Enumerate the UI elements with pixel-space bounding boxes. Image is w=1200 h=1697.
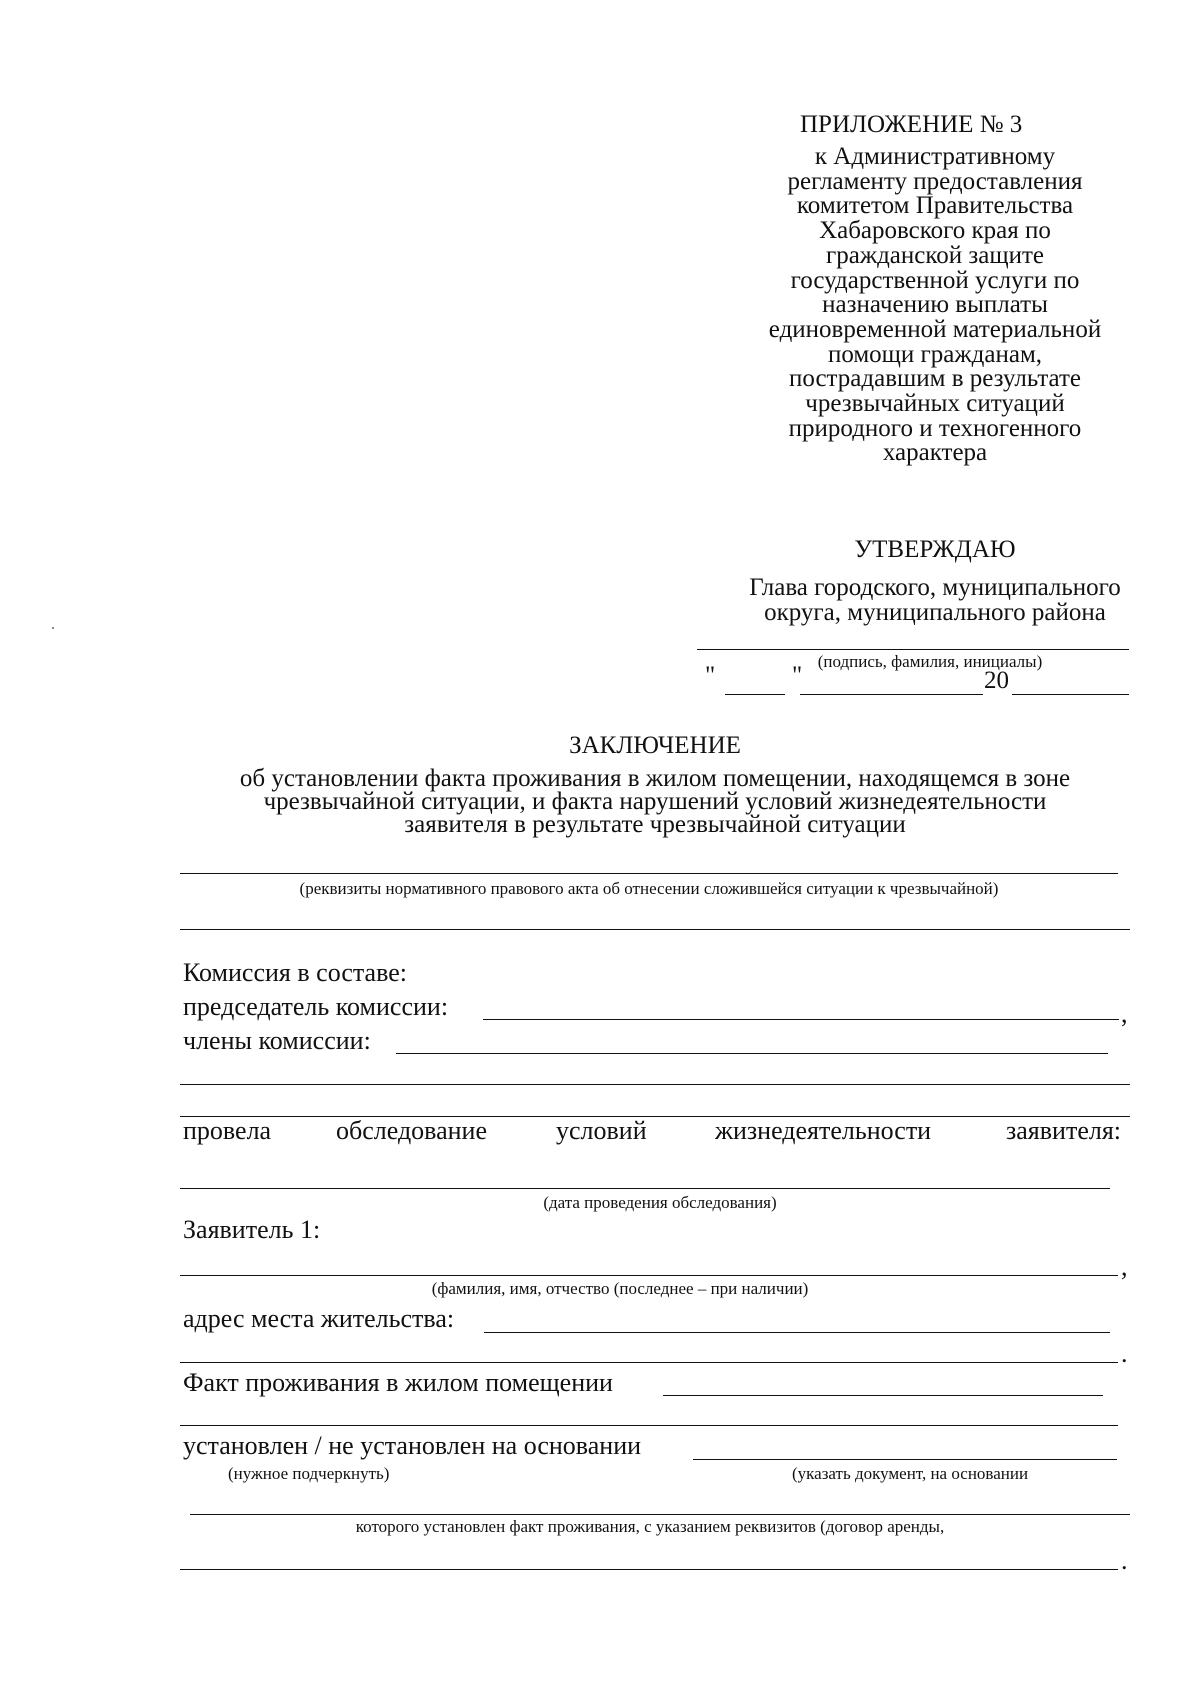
residence-fact-line bbox=[663, 1395, 1103, 1396]
chairman-field-line bbox=[483, 1019, 1119, 1020]
date-day-line bbox=[725, 694, 785, 695]
date-quote-open: " bbox=[705, 662, 716, 689]
residence-document-hint: (указать документ, на основании bbox=[792, 1464, 1029, 1483]
survey-word: условий bbox=[556, 1116, 647, 1145]
approval-position-line: Глава городского, муниципального bbox=[749, 574, 1121, 601]
applicant-address-line bbox=[484, 1332, 1110, 1333]
appendix-line: гражданской защите bbox=[825, 241, 1045, 269]
applicant-name-line bbox=[180, 1275, 1118, 1276]
applicant-label: Заявитель 1: bbox=[183, 1215, 321, 1244]
appendix-line: назначению выплаты bbox=[822, 291, 1048, 319]
date-year-prefix: 20 bbox=[984, 667, 1009, 694]
commission-members-label: члены комиссии: bbox=[183, 1026, 371, 1055]
document-title: ЗАКЛЮЧЕНИЕ bbox=[569, 732, 741, 759]
appendix-line: комитетом Правительства bbox=[796, 192, 1074, 220]
residence-basis-line bbox=[693, 1459, 1117, 1460]
date-year-line bbox=[1012, 694, 1129, 695]
subtitle-line: заявителя в результате чрезвычайной ситуации bbox=[404, 811, 906, 838]
document-subtitle bbox=[175, 767, 1135, 836]
appendix-line: государственной услуги по bbox=[790, 266, 1080, 294]
residence-basis-line-3 bbox=[180, 1569, 1118, 1570]
subtitle-line: чрезвычайной ситуации, и факта нарушений условий жизнедеятельности bbox=[263, 788, 1047, 815]
survey-word: провела bbox=[183, 1116, 272, 1145]
residence-underline-hint: (нужное подчеркнуть) bbox=[228, 1464, 390, 1483]
appendix-text bbox=[700, 145, 1170, 466]
residence-basis-line-2 bbox=[190, 1514, 1130, 1515]
members-field-line-2 bbox=[180, 1084, 1130, 1085]
appendix-line: пострадавшим в результате bbox=[788, 365, 1082, 393]
applicant-name-comma: , bbox=[1121, 1252, 1128, 1281]
appendix-line: Хабаровского края по bbox=[819, 217, 1051, 245]
survey-word: заявителя: bbox=[1006, 1116, 1122, 1145]
appendix-line: чрезвычайных ситуаций bbox=[805, 390, 1065, 418]
survey-word: жизнедеятельности bbox=[715, 1116, 932, 1145]
survey-date-caption: (дата проведения обследования) bbox=[543, 1193, 777, 1212]
appendix-line: единовременной материальной bbox=[768, 315, 1102, 343]
applicant-address-label: адрес места жительства: bbox=[183, 1304, 455, 1333]
act-field-line-2 bbox=[180, 929, 1130, 930]
commission-chairman-label: председатель комиссии: bbox=[183, 992, 449, 1021]
appendix-heading: ПРИЛОЖЕНИЕ № 3 bbox=[800, 111, 1023, 138]
scan-speck bbox=[52, 627, 54, 629]
date-quote-close: " bbox=[792, 662, 803, 689]
appendix-line: характера bbox=[882, 439, 988, 467]
appendix-line: природного и техногенного bbox=[788, 414, 1082, 442]
members-field-line bbox=[396, 1053, 1108, 1054]
subtitle-line: об установлении факта проживания в жилом помещении, находящемся в зоне bbox=[239, 765, 1071, 792]
residence-fact-label: Факт проживания в жилом помещении bbox=[183, 1368, 613, 1397]
applicant-address-period: . bbox=[1121, 1339, 1128, 1368]
applicant-name-caption: (фамилия, имя, отчество (последнее – при наличии) bbox=[431, 1279, 809, 1298]
signature-caption: (подпись, фамилия, инициалы) bbox=[817, 652, 1043, 671]
applicant-address-line-2 bbox=[180, 1362, 1118, 1363]
act-caption: (реквизиты нормативного правового акта об отнесении сложившейся ситуации к чрезвычайной) bbox=[299, 879, 999, 898]
appendix-line: помощи гражданам, bbox=[827, 340, 1043, 368]
survey-date-line bbox=[180, 1188, 1110, 1189]
appendix-line: к Административному bbox=[814, 143, 1056, 170]
appendix-line: регламенту предоставления bbox=[787, 167, 1083, 195]
residence-document-hint-cont: которого установлен факт проживания, с указанием реквизитов (договор аренды, bbox=[355, 1517, 945, 1536]
survey-word: обследование bbox=[336, 1116, 488, 1145]
commission-composition-label: Комиссия в составе: bbox=[183, 958, 407, 987]
residence-period: . bbox=[1121, 1546, 1128, 1575]
act-field-line bbox=[180, 873, 1118, 874]
approval-heading: УТВЕРЖДАЮ bbox=[854, 536, 1016, 563]
signature-line bbox=[697, 649, 1129, 650]
chairman-comma: , bbox=[1121, 999, 1128, 1028]
members-field-line-3 bbox=[180, 1116, 1130, 1117]
residence-established-label: установлен / не установлен на основании bbox=[183, 1431, 642, 1460]
approval-position-line: округа, муниципального района bbox=[764, 599, 1106, 626]
residence-fact-line-2 bbox=[180, 1425, 1118, 1426]
date-month-line bbox=[800, 694, 983, 695]
